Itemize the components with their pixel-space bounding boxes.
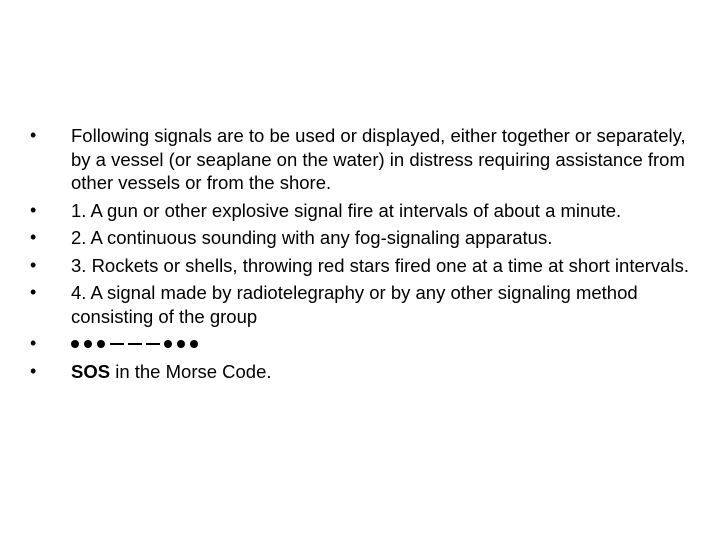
list-item [30, 360, 690, 384]
morse-dot-icon [97, 340, 105, 348]
item-sos-bold: SOS [71, 360, 111, 382]
list-item [30, 124, 690, 195]
morse-dot-icon [71, 340, 79, 348]
bullet-icon: • [30, 199, 37, 220]
morse-dot-icon [84, 340, 92, 348]
item-text-rockets: 3. Rockets or shells, throwing red stars fired one at a time at short intervals. [71, 254, 689, 276]
item-text-fog: 2. A continuous sounding with any fog-signaling apparatus. [71, 227, 553, 248]
bullet-icon: • [30, 125, 37, 145]
list-item [30, 254, 690, 278]
morse-dash-icon [146, 343, 160, 345]
bullet-icon: • [30, 282, 37, 302]
list-item [30, 226, 690, 250]
morse-dash-icon [110, 343, 124, 345]
bullet-icon: • [30, 254, 37, 275]
item-text-gun: 1. A gun or other explosive signal fire at intervals of about a minute. [71, 199, 622, 221]
item-text-sos: in the Morse Code. [110, 360, 272, 382]
list-item [30, 332, 690, 356]
morse-dot-icon [177, 340, 185, 348]
item-text-intro: Following signals are to be used or displayed, either together or separately, by a vessel (or seaplane on the water) in distress requiring assistance from other vessels or from the shore. [71, 125, 686, 193]
list-item [30, 281, 690, 328]
morse-dot-icon [164, 340, 172, 348]
item-text-radio: 4. A signal made by radiotelegraphy or by any other signaling method consisting of the group [71, 282, 638, 327]
list-item [30, 199, 690, 223]
morse-code-sequence [71, 333, 203, 354]
bullet-icon: • [30, 227, 37, 247]
morse-dash-icon [128, 343, 142, 345]
bullet-icon: • [30, 360, 37, 381]
morse-dot-icon [190, 340, 198, 348]
bullet-list [30, 124, 690, 387]
bullet-icon: • [30, 333, 37, 353]
